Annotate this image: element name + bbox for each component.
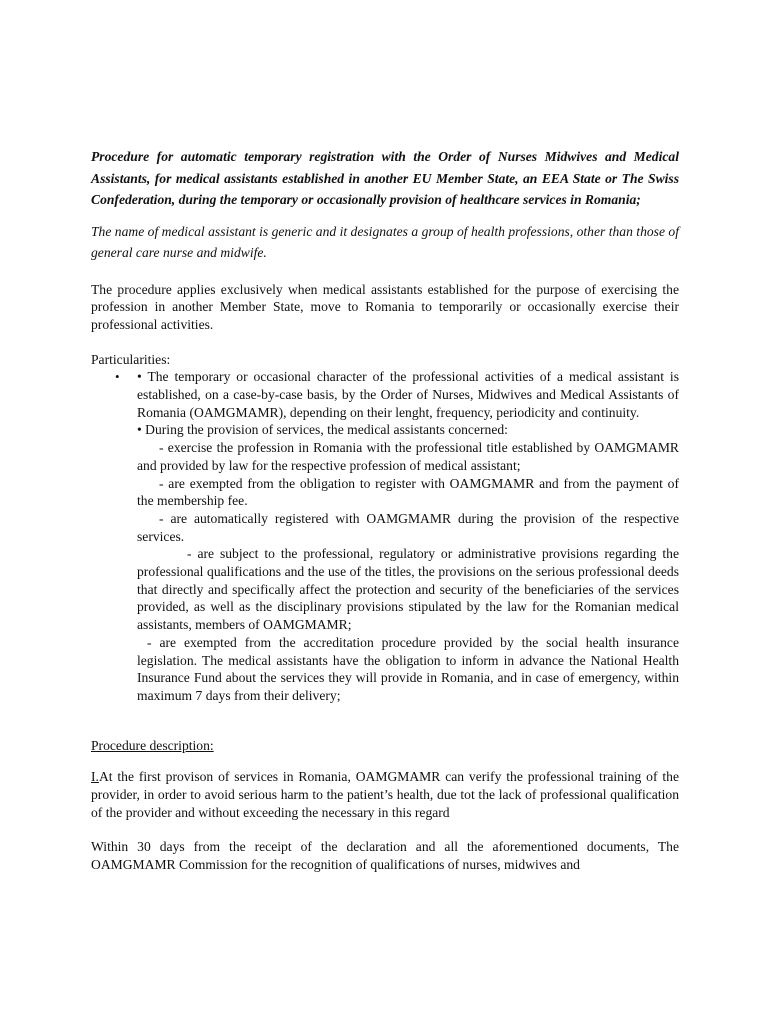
particularity-subitem: - are subject to the professional, regulatory or administrative provisions regarding the professional qualifications and the use of the titles, the provisions on the serious professional deeds that directly and specifically affect the protection and security of the beneficiaries of the services provided, as well as the disciplinary provisions stipulated by the law for the Romanian medical assistants, members of OAMGMAMR; bbox=[137, 546, 679, 633]
bullet-icon: • bbox=[115, 369, 120, 385]
document-page bbox=[91, 146, 679, 874]
within-paragraph: Within 30 days from the receipt of the declaration and all the aforementioned documents, The OAMGMAMR Commission for the recognition of qualifications of nurses, midwives and bbox=[91, 839, 679, 873]
procedure-step-1 bbox=[91, 768, 679, 821]
particularity-subitem: - exercise the profession in Romania with the professional title established by OAMGMAMR and provided by law for the respective profession of medical assistant; bbox=[137, 440, 679, 473]
particularity-item: • The temporary or occasional character of the professional activities of a medical assistant is established, on a case-by-case basis, by the Order of Nurses, Midwives and Medical Assistants of Romania (OAMGMAMR), depending on their lenght, frequency, periodicity and continuity. bbox=[137, 369, 679, 420]
particularities-heading: Particularities: bbox=[91, 351, 171, 367]
intro-paragraph: The name of medical assistant is generic and it designates a group of health professions, other than those of general care nurse and midwife. bbox=[91, 223, 679, 260]
particularity-subitem: - are exempted from the obligation to register with OAMGMAMR and from the payment of the membership fee. bbox=[137, 475, 679, 509]
document-title: Procedure for automatic temporary registration with the Order of Nurses Midwives and Medical Assistants, for medical assistants established in another EU Member State, an EEA State or The Swiss Confederation, during the temporary or occasionally provision of healthcare services in Romania; bbox=[91, 149, 679, 207]
procedure-heading: Procedure description: bbox=[91, 737, 214, 753]
particularity-subitem: - are exempted from the accreditation procedure provided by the social health insurance legislation. The medical assistants have the obligation to inform in advance the National Health Insurance Fund about the services they will provide in Romania, and in case of emergency, within maximum 7 days from their delivery; bbox=[137, 634, 679, 703]
particularity-item: • During the provision of services, the medical assistants concerned: bbox=[137, 422, 508, 438]
particularities-list bbox=[91, 368, 679, 704]
step-number: I. bbox=[91, 769, 99, 785]
scope-paragraph: The procedure applies exclusively when medical assistants established for the purpose of exercising the profession in another Member State, move to Romania to temporarily or occasionally exercise their professional activities. bbox=[91, 281, 679, 332]
particularity-subitem: - are automatically registered with OAMGMAMR during the provision of the respective services. bbox=[137, 510, 679, 544]
step-text: At the first provison of services in Romania, OAMGMAMR can verify the professional training of the provider, in order to avoid serious harm to the patient’s health, due tot the lack of professional qualification of the provider and without exceeding the necessary in this regard bbox=[91, 769, 679, 820]
